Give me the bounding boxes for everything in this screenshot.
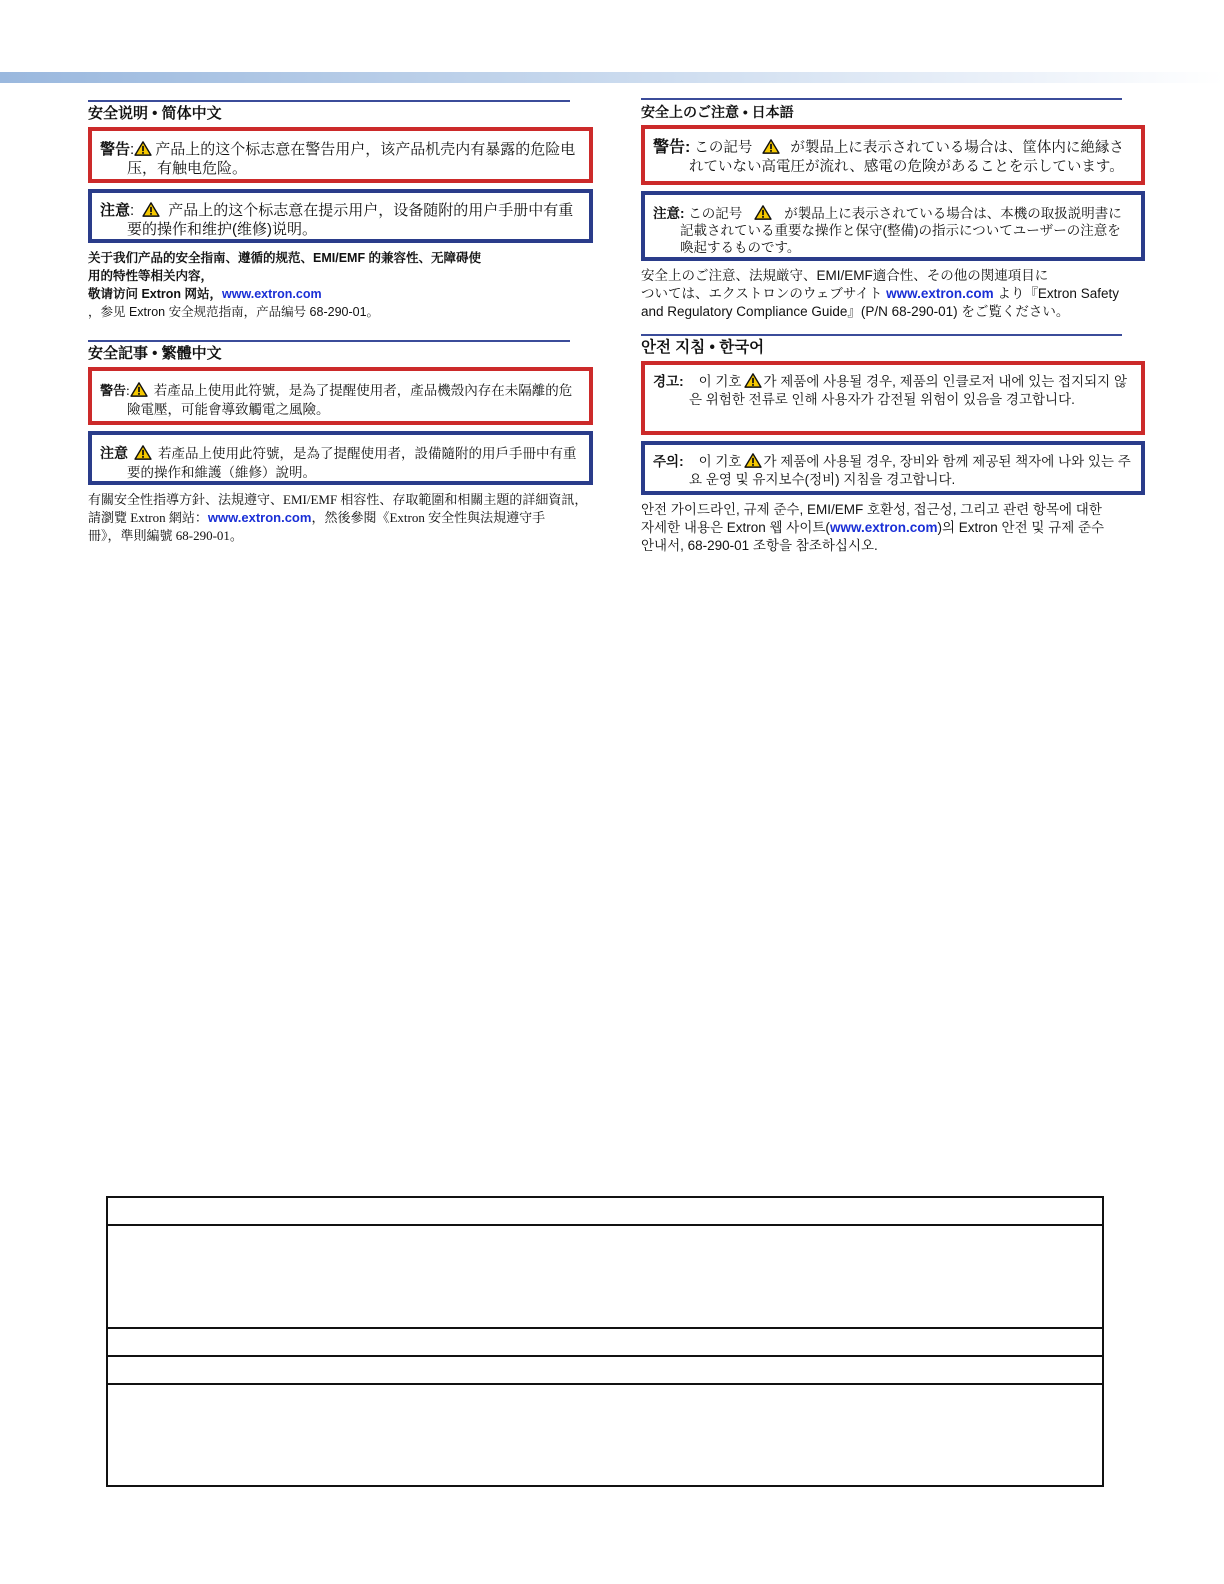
section-rule (641, 98, 1122, 100)
caution-box (641, 191, 1145, 261)
body-line: 안내서, 68-290-01 조항을 참조하십시오. (641, 538, 878, 553)
body-line: 안전 가이드라인, 규제 준수, EMI/EMF 호환성, 접근성, 그리고 관련 항목에 대한 (641, 502, 1102, 517)
caution-text: 产品上的这个标志意在提示用户，设备随附的用户手册中有重要的操作和维护(维修)说明。 (127, 202, 574, 238)
empty-form-table (106, 1196, 1104, 1487)
body-line: 关于我们产品的安全指南、遵循的规范、EMI/EMF 的兼容性、无障碍使 (88, 251, 482, 265)
body-paragraph (88, 491, 593, 545)
section-rule (88, 340, 570, 342)
header-band (0, 72, 1224, 83)
warning-triangle-icon (130, 382, 148, 397)
body-line: より『Extron Safety (993, 286, 1119, 301)
section-title: 安全说明 • 简体中文 (88, 105, 222, 122)
warning-text: 产品上的这个标志意在警告用户，该产品机壳内有暴露的危险电压，有触电危险。 (127, 141, 576, 177)
body-line: ，然後參閱《Extron 安全性與法規遵守手 (311, 510, 546, 525)
warning-triangle-icon (754, 205, 772, 220)
form-row (108, 1329, 1102, 1357)
warning-box (641, 125, 1145, 185)
caution-box (88, 431, 593, 485)
caution-text: 가 제품에 사용될 경우, 장비와 함께 제공된 책자에 나와 있는 주요 운영 및 유지보수(정비) 지침을 경고합니다. (689, 454, 1131, 487)
warning-text: この記号 (694, 140, 753, 156)
section-title: 안전 지침 • 한국어 (641, 339, 765, 356)
caution-label: 注意 (100, 445, 128, 461)
body-paragraph (88, 249, 593, 321)
body-line: 자세한 내용은 Extron 웹 사이트( (641, 520, 830, 535)
section-simplified-chinese (88, 100, 593, 321)
body-line: 冊》，準則編號 68-290-01。 (88, 528, 243, 543)
warning-text: 若產品上使用此符號，是為了提醒使用者，產品機殼內存在未隔離的危險電壓，可能會導致觸電之風險。 (127, 383, 573, 417)
body-paragraph (641, 267, 1146, 321)
caution-text: この記号 (688, 206, 743, 221)
section-japanese (641, 98, 1146, 321)
caution-label: 주의: (653, 454, 684, 469)
body-line: ，参见 Extron 安全规范指南，产品编号 68-290-01。 (88, 305, 380, 319)
section-title: 安全上のご注意 • 日本語 (641, 104, 794, 120)
warning-label: 警告 (100, 383, 127, 398)
form-row (108, 1198, 1102, 1226)
form-row (108, 1226, 1102, 1329)
extron-link[interactable]: www.extron.com (829, 520, 938, 535)
warning-triangle-icon (142, 202, 160, 217)
warning-triangle-icon (134, 445, 152, 460)
section-rule (641, 334, 1122, 336)
warning-text: 이 기호 (698, 374, 742, 389)
separator: : (130, 141, 135, 158)
caution-text: 若產品上使用此符號，是為了提醒使用者，設備隨附的用戶手冊中有重要的操作和維護（維修）說明。 (127, 446, 577, 480)
caution-box (641, 441, 1145, 495)
section-rule (88, 100, 570, 102)
warning-triangle-icon (744, 373, 762, 388)
caution-text: 이 기호 (698, 454, 742, 469)
separator: : (126, 383, 130, 398)
warning-triangle-icon (134, 141, 152, 156)
warning-box (641, 361, 1145, 435)
form-row (108, 1357, 1102, 1385)
body-line: 有關安全性指導方針、法規遵守、EMI/EMF 相容性、存取範圍和相關主題的詳細資訊， (88, 492, 588, 507)
warning-triangle-icon (762, 139, 780, 154)
extron-link[interactable]: www.extron.com (886, 286, 994, 301)
caution-text: が製品上に表示されている場合は、本機の取扱説明書に記載されている重要な操作と保守(整備)の指示についてユーザーの注意を喚起するものです。 (680, 206, 1122, 255)
body-line: and Regulatory Compliance Guide』(P/N 68-290-01) をご覧ください。 (641, 304, 1070, 319)
caution-label: 注意 (100, 202, 131, 219)
body-line: )의 Extron 안전 및 규제 준수 (937, 520, 1105, 535)
body-line: 敬请访问 Extron 网站， (88, 287, 223, 301)
extron-link[interactable]: www.extron.com (222, 287, 322, 301)
warning-triangle-icon (744, 453, 762, 468)
form-row (108, 1385, 1102, 1485)
warning-text: が製品上に表示されている場合は、筐体内に絶縁されていない高電圧が流れ、感電の危険があることを示しています。 (689, 140, 1124, 175)
warning-box (88, 367, 593, 425)
body-paragraph (641, 501, 1146, 555)
body-line: 安全上のご注意、法規厳守、EMI/EMF適合性、その他の関連項目に (641, 268, 1049, 283)
body-line: ついては、エクストロンのウェブサイト (641, 286, 887, 301)
section-korean (641, 334, 1146, 555)
warning-box (88, 127, 593, 183)
caution-box (88, 189, 593, 243)
section-traditional-chinese (88, 340, 593, 545)
section-title: 安全記事 • 繁體中文 (88, 345, 222, 362)
warning-text: 가 제품에 사용될 경우, 제품의 인클로저 내에 있는 접지되지 않은 위험한 전류로 인해 사용자가 감전될 위험이 있음을 경고합니다. (689, 374, 1128, 407)
warning-label: 警告 (100, 141, 131, 158)
body-line: 請瀏覽 Extron 網站： (88, 510, 208, 525)
warning-label: 警告: (653, 139, 691, 156)
separator: : (130, 202, 135, 219)
warning-label: 경고: (653, 374, 684, 389)
body-line: 用的特性等相关内容， (88, 269, 214, 283)
caution-label: 注意: (653, 206, 685, 221)
extron-link[interactable]: www.extron.com (207, 510, 312, 525)
